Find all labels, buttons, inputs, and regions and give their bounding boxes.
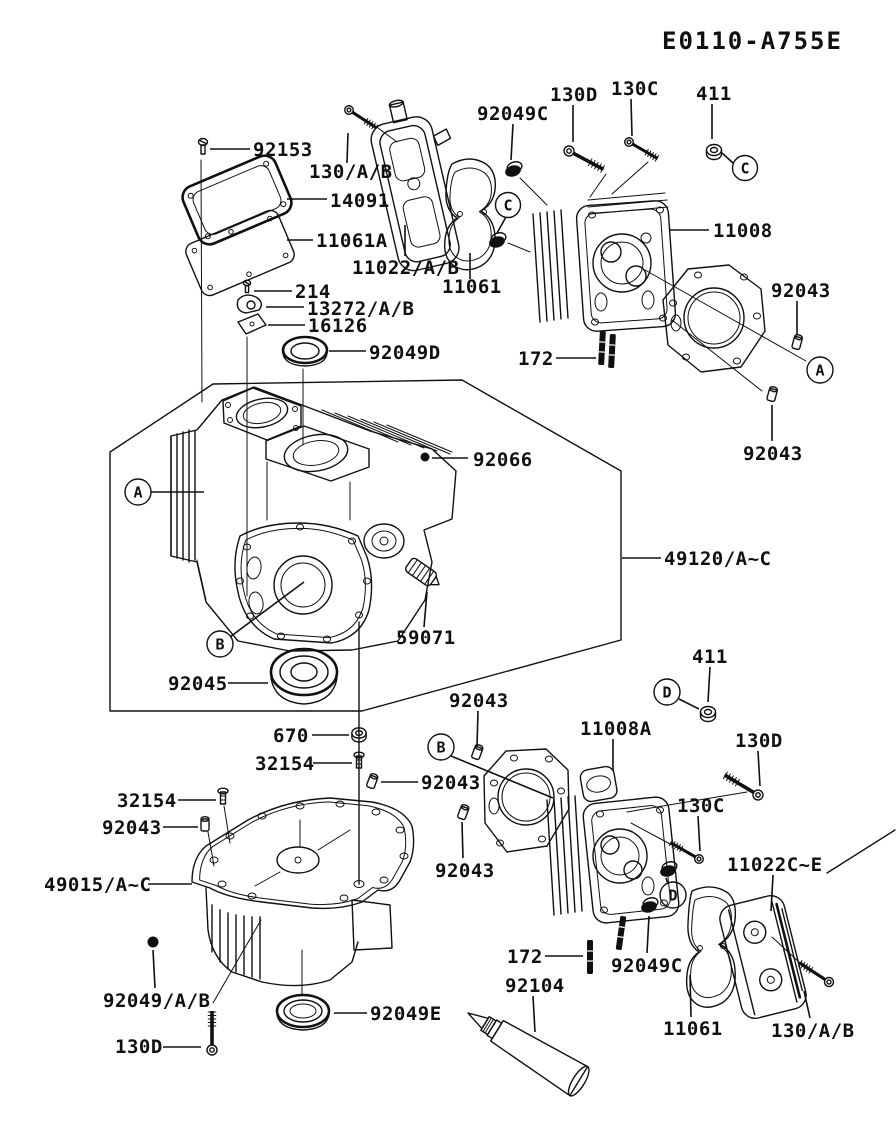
stud-172-bot1 bbox=[587, 940, 593, 974]
part-label-11008: 11008 bbox=[713, 220, 773, 242]
callout-letter: D bbox=[668, 886, 678, 905]
part-label-16126: 16126 bbox=[308, 315, 368, 337]
cover-plate-11061A bbox=[183, 208, 297, 299]
bolt-130D-bottom bbox=[722, 771, 765, 802]
bolt-130C-top bbox=[623, 136, 660, 162]
part-label-214: 214 bbox=[295, 281, 331, 303]
sealant-tube-92104 bbox=[459, 999, 593, 1099]
gasket-14091 bbox=[179, 152, 295, 248]
gasket-11061-bottom bbox=[687, 887, 736, 1007]
callout-circle-B-right bbox=[428, 734, 454, 760]
part-label-92104: 92104 bbox=[505, 975, 565, 997]
screen-59071 bbox=[404, 557, 443, 591]
dowel-92043-5 bbox=[471, 744, 483, 760]
part-label-92043-2: 92043 bbox=[743, 443, 803, 465]
diagram-title: E0110-A755E bbox=[662, 27, 843, 55]
part-label-11061-top: 11061 bbox=[442, 276, 502, 298]
cylinder-head-11008 bbox=[533, 193, 676, 332]
bolt-130AB-bottom bbox=[797, 959, 835, 988]
part-label-130C-bottom: 130C bbox=[677, 795, 725, 817]
part-label-32154-left: 32154 bbox=[117, 790, 177, 812]
bearing-92045 bbox=[271, 649, 337, 704]
part-label-11022CE: 11022C~E bbox=[727, 854, 823, 876]
head-gasket-top bbox=[663, 265, 765, 372]
part-label-92043-5: 92043 bbox=[449, 690, 509, 712]
part-label-92043-3: 92043 bbox=[421, 772, 481, 794]
part-label-130D-top: 130D bbox=[550, 84, 598, 106]
plate-16126 bbox=[238, 314, 266, 334]
bolt-130D-top bbox=[562, 144, 606, 173]
callout-letter: A bbox=[133, 483, 143, 502]
stud-172-bot2 bbox=[616, 916, 627, 951]
callout-letter: C bbox=[740, 159, 750, 178]
cap-92049C-top2 bbox=[487, 231, 508, 249]
stud-172-top2 bbox=[608, 334, 616, 368]
screw-214 bbox=[243, 280, 250, 292]
stud-172-top1 bbox=[598, 331, 606, 365]
callout-circle-C-right bbox=[733, 156, 758, 181]
part-label-411-top: 411 bbox=[696, 83, 732, 105]
callout-letter: A bbox=[815, 361, 825, 380]
part-label-92043-1: 92043 bbox=[771, 280, 831, 302]
part-label-92066: 92066 bbox=[473, 449, 533, 471]
callout-circle-D-top bbox=[654, 679, 680, 705]
part-label-130AB-bottom: 130/A/B bbox=[771, 1020, 855, 1042]
oil-pan-49015 bbox=[192, 798, 414, 986]
part-label-11022AB: 11022/A/B bbox=[352, 257, 460, 279]
part-label-32154-right: 32154 bbox=[255, 753, 315, 775]
oil-seal-92049E bbox=[277, 995, 329, 1030]
part-label-172-bottom: 172 bbox=[507, 946, 543, 968]
part-label-92049C-bottom: 92049C bbox=[611, 955, 683, 977]
dowel-92043-2 bbox=[767, 386, 778, 402]
part-label-130AB-top: 130/A/B bbox=[309, 161, 393, 183]
callout-circle-A-right bbox=[807, 357, 833, 383]
part-label-11061A: 11061A bbox=[316, 230, 388, 252]
part-label-92049D: 92049D bbox=[369, 342, 441, 364]
cap-92049C-top1 bbox=[503, 160, 524, 178]
callout-circle-D-bottom bbox=[660, 882, 686, 908]
dowel-92043-3 bbox=[366, 773, 378, 789]
crankcase-49120 bbox=[171, 387, 456, 651]
part-label-92049C-top: 92049C bbox=[477, 103, 549, 125]
dowel-92043-4 bbox=[201, 817, 209, 831]
callout-circle-A-left bbox=[125, 479, 151, 505]
part-label-92045: 92045 bbox=[168, 673, 228, 695]
callout-letter: D bbox=[662, 683, 672, 702]
nut-411-bottom bbox=[701, 707, 716, 722]
cylinder-head-11008A bbox=[547, 765, 680, 924]
breather-valve-13272 bbox=[237, 295, 261, 313]
part-label-411-bottom: 411 bbox=[692, 646, 728, 668]
oil-seal-92049D bbox=[283, 337, 327, 366]
bolt-130AB-top bbox=[343, 104, 379, 131]
part-label-13272AB: 13272/A/B bbox=[307, 298, 415, 320]
part-label-92049AB: 92049/A/B bbox=[103, 990, 211, 1012]
callout-letter: B bbox=[436, 738, 446, 757]
dowel-92043-6 bbox=[457, 804, 469, 820]
callout-circle-C-left bbox=[496, 193, 521, 218]
part-label-11061-bottom: 11061 bbox=[663, 1018, 723, 1040]
part-label-92043-4: 92043 bbox=[102, 817, 162, 839]
part-label-130D-bottomleft: 130D bbox=[115, 1036, 163, 1058]
plug-ball-92066 bbox=[421, 453, 430, 462]
part-label-49120: 49120/A~C bbox=[664, 548, 772, 570]
callout-circle-B-left bbox=[207, 631, 233, 657]
screw-92153 bbox=[199, 139, 208, 155]
part-label-172-top: 172 bbox=[518, 348, 554, 370]
part-label-11008A: 11008A bbox=[580, 718, 652, 740]
part-label-92049E: 92049E bbox=[370, 1003, 442, 1025]
part-label-670: 670 bbox=[273, 725, 309, 747]
part-label-92043-6: 92043 bbox=[435, 860, 495, 882]
nut-411-top bbox=[707, 145, 722, 160]
cap-92049C-bot2 bbox=[639, 896, 660, 914]
bolt-130D-bottomleft bbox=[207, 1011, 217, 1055]
plug-ball-92049AB bbox=[148, 937, 159, 948]
part-label-14091: 14091 bbox=[330, 190, 390, 212]
dowel-92043-1 bbox=[792, 334, 803, 350]
part-label-130C-top: 130C bbox=[611, 78, 659, 100]
bolt-32154-left bbox=[218, 788, 228, 804]
part-label-130D-bottom: 130D bbox=[735, 730, 783, 752]
part-label-49015: 49015/A~C bbox=[44, 874, 152, 896]
part-label-92153: 92153 bbox=[253, 139, 313, 161]
part-label-59071: 59071 bbox=[396, 627, 456, 649]
callout-letter: C bbox=[503, 196, 513, 215]
callout-letter: B bbox=[215, 635, 225, 654]
